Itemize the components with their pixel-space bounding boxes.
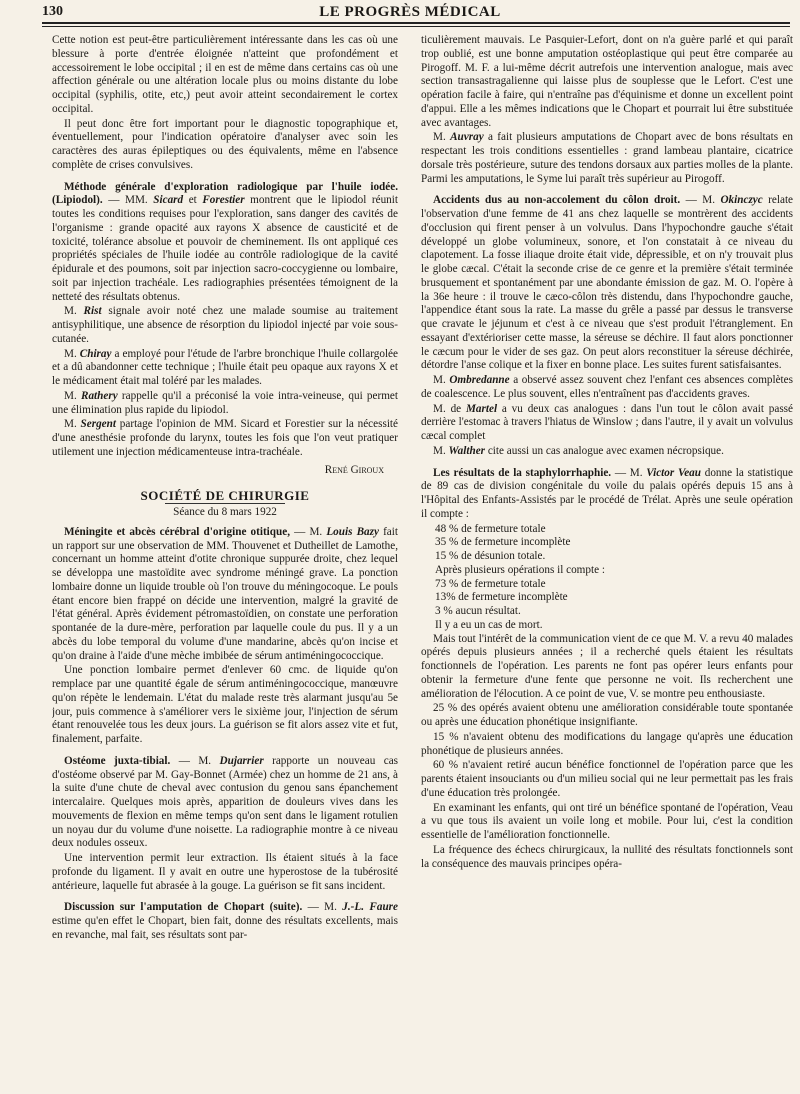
text-run: Il y a eu un cas de mort. xyxy=(435,618,543,631)
left-paragraph xyxy=(52,118,398,173)
run-in-heading: Méningite et abcès cérébral d'origine otitique, xyxy=(64,525,291,538)
right-column xyxy=(421,34,793,1090)
person-name: Ombredanne xyxy=(449,374,510,386)
right-paragraph xyxy=(421,403,793,444)
text-run: Mais tout l'intérêt de la communication vient de ce que M. V. a revu 40 malades opérés depuis plusieurs années ; il a recherché quels étaient les résultats fonctionnels de l'opération. Les parents ne font pas opérer leurs enfants pour obtenir la fermeture d'une fente que personne ne voit. Ils recherchent une amélioration de l'élocution. A ce point de vue, V. se montre peu enthousiaste. xyxy=(421,632,793,700)
right-paragraph xyxy=(421,731,793,759)
text-run: M. de xyxy=(433,402,466,415)
left-paragraph xyxy=(52,305,398,346)
text-run: estime qu'en effet le Chopart, bien fait, donne des résultats excellents, mais en revanche, mal fait, ses résultats sont par- xyxy=(52,915,398,941)
right-paragraph xyxy=(421,844,793,872)
page-header xyxy=(42,4,778,22)
text-run: SOCIÉTÉ DE CHIRURGIE xyxy=(140,488,310,504)
text-run: 13% de fermeture incomplète xyxy=(435,591,568,604)
text-run: 25 % des opérés avaient obtenu une amélioration considérable toute spontanée ou après une éducation phonétique insignifiante. xyxy=(421,702,793,728)
text-run: René Giroux xyxy=(324,463,384,476)
text-run: — M. xyxy=(302,901,343,914)
statistic-line xyxy=(421,550,793,564)
text-run: La fréquence des échecs chirurgicaux, la nullité des résultats fonctionnels sont la conséquence des mauvais principes opéra- xyxy=(421,843,793,870)
text-run: M. xyxy=(64,305,84,318)
text-run: M. xyxy=(64,347,80,360)
person-name: Rathery xyxy=(81,389,118,402)
person-name: J.-L. Faure xyxy=(342,901,398,914)
left-column xyxy=(52,34,398,1090)
text-run: — M. xyxy=(611,466,647,479)
left-paragraph xyxy=(52,418,398,459)
person-name: Chiray xyxy=(79,347,112,360)
text-run: partage l'opinion de MM. Sicard et Forestier sur la nécessité d'une anesthésie profonde du larynx, toutes les fois que l'on veut pratiquer utilement une injection médicamenteuse intra-trachéale. xyxy=(52,418,398,458)
text-run: — M. xyxy=(170,754,220,767)
header-rule xyxy=(42,22,790,24)
left-paragraph xyxy=(52,852,398,893)
right-paragraph xyxy=(421,445,793,459)
text-run: rapporte un nouveau cas d'ostéome observé par M. Gay-Bonnet (Armée) chez un homme de 21 ans, à la suite d'une chute de cheval avec contusion du genou sans épanchement intercalaire. Quelques mois après, apparition de douleurs vives dans les mouvements de flexion en même temps qu'on sent dans le ligament rotulien un noyau dur du volume d'une noisette. La radiographie montre à ce niveau deux nodules osseux. xyxy=(52,754,398,850)
person-name: Okinczyc xyxy=(720,194,763,207)
right-paragraph xyxy=(421,34,793,130)
text-run: Il peut donc être fort important pour le diagnostic topographique et, éventuellement, pour l'indication opératoire d'analyser avec soin les caractères des auras épileptiques ou des équivalents, même en l'absence complète de crises convulsives. xyxy=(52,117,398,171)
text-run: 73 % de fermeture totale xyxy=(435,577,546,590)
left-paragraph xyxy=(52,901,398,942)
person-name: Louis Bazy xyxy=(326,525,379,538)
header-rule-thin xyxy=(42,26,790,27)
text-run: M. xyxy=(64,418,81,431)
left-paragraph xyxy=(52,34,398,117)
right-paragraph xyxy=(421,374,793,402)
right-paragraph xyxy=(421,633,793,702)
person-name: Dujarrier xyxy=(219,754,264,767)
text-run: ticulièrement mauvais. Le Pasquier-Lefort, dont on n'a guère parlé et qui paraît trop oublié, est une bonne amputation ostéoplastique qui peut être comparée au Pirogoff. M. F. a lui-même décrit autrefois une intervention analogue, mais avec section transastragalienne qui laisse plus de souplesse que le Lefort. C'est une opération facile à faire, qui n'entraîne pas d'équinisme et donne un excellent point d'appui. Elle a les mêmes indications que le Chopart et pourrait lui être substituée avec avantages. xyxy=(421,34,793,129)
person-name: Sergent xyxy=(80,418,116,431)
text-run: signale avoir noté chez une malade soumise au traitement antisyphilitique, une absence de résorption du lipiodol injecté par voie sous-cutanée. xyxy=(52,305,398,345)
right-paragraph xyxy=(421,194,793,373)
statistic-line xyxy=(421,591,793,605)
run-in-heading: Accidents dus au non-accolement du côlon droit. xyxy=(433,194,681,207)
left-paragraph xyxy=(52,390,398,418)
text-run: 60 % n'avaient retiré aucun bénéfice fonctionnel de l'opération parce que les parents étaient insouciants ou d'un milieu social qui ne leur permettait pas les frais d'une éducation très prolongée. xyxy=(421,759,793,799)
statistic-line xyxy=(421,564,793,578)
person-name: Auvray xyxy=(450,131,484,144)
page-number: 130 xyxy=(42,4,63,19)
author-signature xyxy=(52,464,384,478)
statistic-line xyxy=(421,536,793,550)
right-paragraph xyxy=(421,467,793,522)
text-run: a vu deux cas analogues : dans l'un tout le côlon avait passé derrière l'estomac à travers l'hiatus de Winslow ; dans l'autre, il y avait un volvulus cæcal complet xyxy=(421,402,793,442)
text-run: M. xyxy=(433,374,450,386)
right-paragraph xyxy=(421,702,793,730)
right-paragraph xyxy=(421,802,793,843)
statistic-line xyxy=(421,605,793,619)
text-run: — M. xyxy=(290,525,327,538)
text-run: cite aussi un cas analogue avec examen nécropsique. xyxy=(485,444,724,457)
person-name: Forestier xyxy=(202,194,245,207)
statistic-line xyxy=(421,578,793,592)
run-in-heading: Méthode générale d'exploration radiologique par l'huile iodée. (Lipiodol). xyxy=(52,180,398,207)
text-run: 3 % aucun résultat. xyxy=(435,605,521,617)
text-run: a employé pour l'étude de l'arbre bronchique l'huile collargolée et a dû abandonner cette technique ; l'huile était peu opaque aux rayons X et le médicament était mal toléré par les malades. xyxy=(52,347,398,387)
text-run: — M. xyxy=(680,194,721,207)
text-run: M. xyxy=(433,444,449,457)
left-paragraph xyxy=(52,181,398,305)
right-paragraph xyxy=(421,759,793,800)
person-name: Sicard xyxy=(153,194,184,207)
text-run: donne la statistique de 89 cas de division congénitale du voile du palais opérés depuis 15 ans à l'Hôpital des Enfants-Assistés par le procédé de Trélat. Après une seule opération il compte : xyxy=(421,466,793,520)
left-paragraph xyxy=(52,664,398,747)
text-run: Cette notion est peut-être particulièrement intéressante dans les cas où une blessure à porte d'entrée éloignée n'atteint que profondément et accessoirement le lobe occipital ; il en est de même dans certains cas où une affection générale ou une altération locale plus ou moins distante du lobe occipital (syphilis, otite, etc,) peut avoir atteint secondairement le cortex occipital. xyxy=(52,34,398,115)
text-run: rappelle qu'il a préconisé la voie intra-veineuse, qui permet une élimination plus rapide du lipiodol. xyxy=(52,389,398,416)
text-run: Une intervention permit leur extraction. Ils étaient situés à la face profonde du ligament. Il y avait en outre une hyperostose de la tubérosité antérieure, laquelle fut abrasée à la gouge. La guérison se fit sans incident. xyxy=(52,852,398,892)
person-name: Rist xyxy=(83,305,102,318)
statistic-line xyxy=(421,523,793,537)
text-run: En examinant les enfants, qui ont tiré un bénéfice spontané de l'opération, Veau a vu que tous ils avaient un voile long et mobile. Pour lui, c'est la condition essentielle de l'amélioration fonctionnelle. xyxy=(421,801,793,841)
text-run: Séance du 8 mars 1922 xyxy=(173,506,277,518)
journal-title: LE PROGRÈS MÉDICAL xyxy=(319,4,501,20)
person-name: Martel xyxy=(465,402,498,415)
left-paragraph xyxy=(52,348,398,389)
run-in-heading: Discussion sur l'amputation de Chopart (suite). xyxy=(64,901,303,914)
text-run: a fait plusieurs amputations de Chopart avec de bons résultats en respectant les trois conditions essentielles : grand lambeau plantaire, cicatrice dorsale très postérieure, suture des tendons dorsaux aux parties molles de la plante. Parmi les amputations, le Syme lui paraît très supérieur au Pirogoff. xyxy=(421,131,793,185)
session-date xyxy=(52,506,398,520)
left-paragraph xyxy=(52,755,398,851)
section-heading xyxy=(52,489,398,503)
person-name: Victor Veau xyxy=(646,466,701,479)
text-run: fait un rapport sur une observation de MM. Thouvenet et Dutheillet de Lamothe, concernant un homme atteint d'otite chronique suppurée droite, chez lequel se développa une mastoïdite avec syndrome méningé grave. La ponction lombaire donne un liquide trouble où l'on trouve du méningocoque. Le pouls étant encore bien frappé on décide une intervention, malgré la gravité de l'état général. Après évidement pétromastoïdien, on constate une perforation spontanée de la dure-mère, perforation par laquelle coule du pus. Il y a un abcès du lobe temporal du volume d'une mandarine, abcès qu'on incise et qu'on draine à l'aide d'une mèche imbibée de sérum antiméningococcique. xyxy=(52,525,398,662)
statistic-line xyxy=(421,619,793,633)
text-run: Une ponction lombaire permet d'enlever 60 cmc. de liquide qu'on remplace par une quantité égale de sérum antiméningococcique, manœuvre qu'on répète le lendemain. L'état du malade reste très alarmant jusqu'au 5e jour, puis commence à s'améliorer vers le sixième jour, l'injection de sérum étant renouvelée tous les deux jours. La guérison se fit alors assez vite et fut, finalement, parfaite. xyxy=(52,664,398,745)
left-paragraph xyxy=(52,526,398,664)
text-run: M. xyxy=(433,131,451,144)
text-run: 15 % de désunion totale. xyxy=(435,550,546,562)
text-run: a observé assez souvent chez l'enfant ces absences complètes de coalescence. Le plus souvent, elles n'entraînent pas d'accidents graves. xyxy=(421,374,793,400)
text-run: et xyxy=(183,194,203,207)
text-run: 35 % de fermeture incomplète xyxy=(435,536,571,549)
text-run: montrent que le lipiodol réunit toutes les conditions requises pour l'exploration, sans danger des cavités de l'organisme : grande opacité aux rayons X absence de causticité et de toxicité, tolérance absolue et pouvoir de cheminement. Ils ont appliqué ces propriétés spéciales de l'huile iodée au contrôle radiologique de la cavité épidurale et des poumons, soit par injection sacro-coccygienne ou lombaire, soit par injection trachéale. Les radiographies présentées témoignent de la netteté des résultats obtenus. xyxy=(52,194,398,303)
right-paragraph xyxy=(421,131,793,186)
text-run: — MM. xyxy=(102,194,154,207)
person-name: Walther xyxy=(448,444,486,457)
text-run: M. xyxy=(64,389,81,402)
text-run: 48 % de fermeture totale xyxy=(435,522,546,535)
run-in-heading: Les résultats de la staphylorrhaphie. xyxy=(433,466,612,479)
text-run: Après plusieurs opérations il compte : xyxy=(435,563,605,576)
text-run: 15 % n'avaient obtenu des modifications du langage qu'après une éducation phonétique de plusieurs années. xyxy=(421,730,793,757)
run-in-heading: Ostéome juxta-tibial. xyxy=(64,754,171,767)
text-run: relate l'observation d'une femme de 41 ans chez laquelle se montrèrent des accidents d'occlusion qui firent penser à un volvulus. Dans l'hypochondre gauche s'était développé un globe volumineux, sonore, et l'on constatait à ce niveau du clapotement. La fosse iliaque droite était vide, dépressible, et on n'y trouvait plus le globe cæcal. C'était la seconde crise de ce genre et la première s'était terminée brusquement et spontanément par une abondante émission de gaz. M. O. l'opère à la 36e heure : il trouve le cæco-côlon très distendu, dans l'hypochondre gauche, l'appendice étant sous la rate. La masse du grêle a passé par dessus le transverse que cravate le jéjunum et c'est à ce niveau que s'est produit l'étranglement. En essayant d'extérioriser cette masse, la séreuse se déchire. Il faut alors ponctionner le cæcum pour le vider de ses gaz. On peut alors reconstituer la séreuse déchirée, détordre l'anse colique et la fixer en bonne place. Les suites furent satisfaisantes. xyxy=(421,194,793,372)
